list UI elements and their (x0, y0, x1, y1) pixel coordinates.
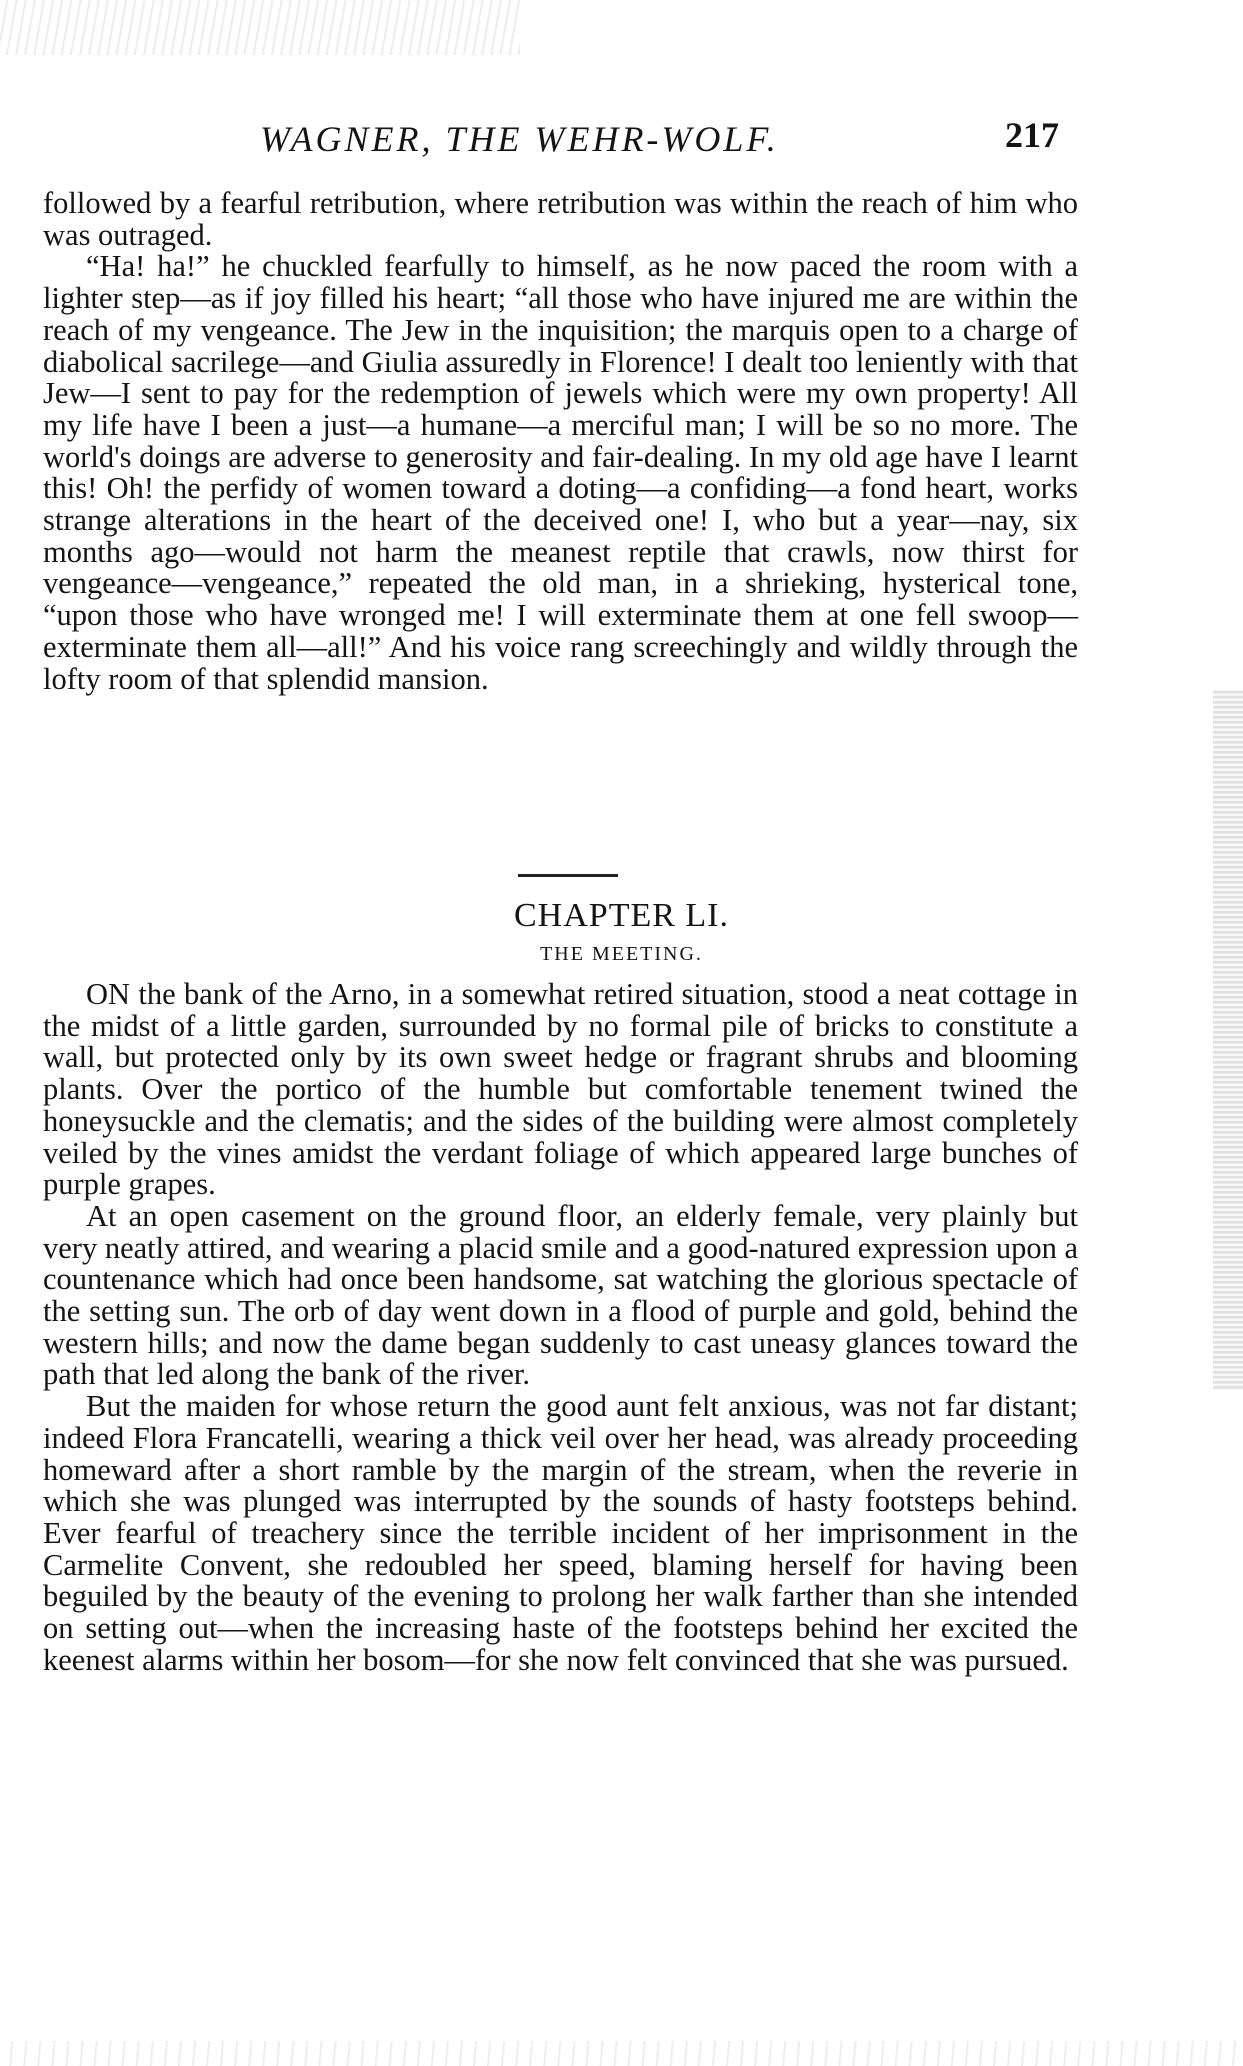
print-speckle-right (1213, 690, 1243, 1390)
page-number: 217 (1005, 115, 1059, 155)
running-title: WAGNER, THE WEHR-WOLF. (260, 119, 779, 159)
paragraph: At an open casement on the ground floor, an elderly female, very plainly but very neatly attired, and wearing a placid smile and a good-natured expression upon a countenance which had once been handsome, sat watching the glorious spectacle of the setting sun. The orb of day went down in a flood of purple and gold, behind the western hills; and now the dame began suddenly to cast uneasy glances toward the path that led along the bank of the river. (43, 1198, 1078, 1392)
section-divider (518, 874, 618, 877)
chapter-heading: CHAPTER LI. (514, 897, 729, 934)
text-block-before-chapter (43, 188, 1078, 695)
paragraph: “Ha! ha!” he chuckled fearfully to himself, as he now paced the room with a lighter step—as if joy filled his heart; “all those who have injured me are within the reach of my vengeance. The Jew in the inquisition; the marquis open to a charge of diabolical sacrilege—and Giulia assuredly in Florence! I dealt too leniently with that Jew—I sent to pay for the redemption of jewels which were my own property! All my life have I been a just—a humane—a merciful man; I will be so no more. The world's doings are adverse to generosity and fair-dealing. In my old age have I learnt this! Oh! the perfidy of women toward a doting—a confiding—a fond heart, works strange alterations in the heart of the deceived one! I, who but a year—nay, six months ago—would not harm the meanest reptile that crawls, now thirst for vengeance—vengeance,” repeated the old man, in a shrieking, hysterical tone, “upon those who have wronged me! I will exterminate them at one fell swoop—exterminate them all—all!” And his voice rang screechingly and wildly through the lofty room of that splendid mansion. (43, 249, 1078, 696)
text-block-after-chapter (43, 979, 1078, 1676)
print-speckle-bottom (0, 2041, 1243, 2066)
print-speckle-top (0, 0, 520, 55)
paragraph: But the maiden for whose return the good aunt felt anxious, was not far distant; indeed Flora Francatelli, wearing a thick veil over her head, was already proceeding homeward after a short ramble by the margin of the stream, when the reverie in which she was plunged was interrupted by the sounds of hasty footsteps behind. Ever fearful of treachery since the terrible incident of her imprisonment in the Carmelite Convent, she redoubled her speed, blaming herself for having been beguiled by the beauty of the evening to prolong her walk farther than she intended on setting out—when the increasing haste of the footsteps behind her excited the keenest alarms within her bosom—for she now felt convinced that she was pursued. (43, 1389, 1078, 1677)
paragraph: ON the bank of the Arno, in a somewhat retired situation, stood a neat cottage in the midst of a little garden, surrounded by no formal pile of bricks to constitute a wall, but protected only by its own sweet hedge or fragrant shrubs and blooming plants. Over the portico of the humble but comfortable tenement twined the honeysuckle and the clematis; and the sides of the building were almost completely veiled by the vines amidst the verdant foliage of which appeared large bunches of purple grapes. (43, 977, 1078, 1202)
chapter-subtitle: THE MEETING. (540, 943, 703, 965)
paragraph: followed by a fearful retribution, where retribution was within the reach of him who was outraged. (43, 186, 1078, 252)
